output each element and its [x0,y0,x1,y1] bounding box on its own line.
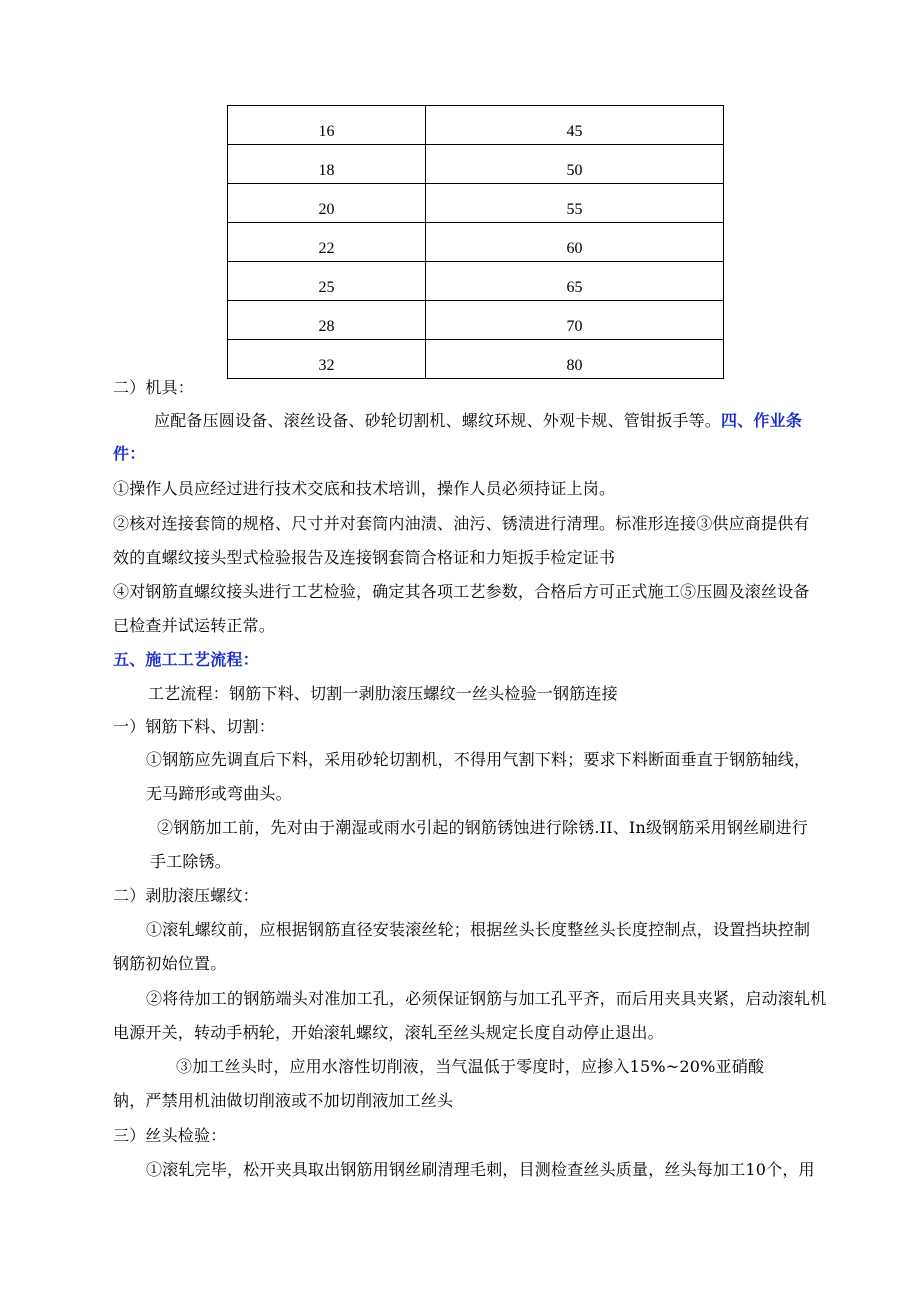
tools-body-line [154,408,802,431]
threading-heading: 二）剥肋滚压螺纹： [113,886,259,905]
process-heading: 五、施工工艺流程： [113,650,259,669]
diameter-cell: 22 [228,223,426,262]
threading-item-1-line2: 钢筋初始位置。 [113,954,227,973]
diameter-cell: 25 [228,262,426,301]
length-cell: 55 [426,184,724,223]
table-row [228,262,724,301]
process-flow: 工艺流程：钢筋下料、切割一剥肋滚压螺纹一丝头检验一钢筋连接 [148,684,618,703]
diameter-length-table [227,105,724,379]
cutting-item-1-line2: 无马蹄形或弯曲头。 [146,784,292,803]
diameter-cell: 16 [228,106,426,145]
length-cell: 45 [426,106,724,145]
conditions-heading-part1: 四、作业条 [721,411,803,430]
threading-item-3-line2: 钠，严禁用机油做切削液或不加切削液加工丝头 [113,1091,454,1110]
condition-item-2-line1: ②核对连接套筒的规格、尺寸并对套筒内油渍、油污、锈渍进行清理。标准形连接③供应商提供有 [113,514,810,533]
table-row [228,106,724,145]
tools-heading: 二）机具： [113,378,195,397]
condition-item-2-line2: 效的直螺纹接头型式检验报告及连接钢套筒合格证和力矩扳手检定证书 [113,548,616,567]
condition-item-1: ①操作人员应经过进行技术交底和技术培训，操作人员必须持证上岗。 [113,479,616,498]
table-row [228,184,724,223]
length-cell: 50 [426,145,724,184]
condition-item-4-line2: 已检查并试运转正常。 [113,616,276,635]
table-row [228,223,724,262]
inspection-heading: 三）丝头检验： [113,1126,227,1145]
diameter-cell: 18 [228,145,426,184]
table-row [228,340,724,379]
threading-item-3-line1: ③加工丝头时，应用水溶性切削液，当气温低于零度时，应掺入15%~20%亚硝酸 [176,1057,765,1076]
threading-item-1-line1: ①滚轧螺纹前，应根据钢筋直径安装滚丝轮；根据丝头长度整丝头长度控制点，设置挡块控制 [146,920,811,939]
diameter-cell: 28 [228,301,426,340]
threading-item-2-line1: ②将待加工的钢筋端头对准加工孔，必须保证钢筋与加工孔平齐，而后用夹具夹紧，启动滚轧机 [146,989,827,1008]
table-row [228,145,724,184]
cutting-item-2-line2: 手工除锈。 [150,852,232,871]
length-cell: 80 [426,340,724,379]
cutting-heading: 一）钢筋下料、切割： [113,717,276,736]
diameter-cell: 32 [228,340,426,379]
diameter-cell: 20 [228,184,426,223]
inspection-item-1-line1: ①滚轧完毕，松开夹具取出钢筋用钢丝刷清理毛刺，目测检查丝头质量，丝头每加工10个，用 [146,1160,815,1179]
length-cell: 60 [426,223,724,262]
tools-body: 应配备压圆设备、滚丝设备、砂轮切割机、螺纹环规、外观卡规、管钳扳手等。 [154,411,722,430]
length-cell: 70 [426,301,724,340]
condition-item-4-line1: ④对钢筋直螺纹接头进行工艺检验，确定其各项工艺参数，合格后方可正式施工⑤压圆及滚丝设备 [113,582,810,601]
table-row [228,301,724,340]
threading-item-2-line2: 电源开关，转动手柄轮，开始滚轧螺纹，滚轧至丝头规定长度自动停止退出。 [113,1023,664,1042]
cutting-item-2-line1: ②钢筋加工前，先对由于潮湿或雨水引起的钢筋锈蚀进行除锈.II、In级钢筋采用钢丝刷进行 [157,818,808,837]
conditions-heading-part2: 件： [113,444,146,463]
cutting-item-1-line1: ①钢筋应先调直后下料，采用砂轮切割机，不得用气割下料；要求下料断面垂直于钢筋轴线， [146,750,811,769]
length-cell: 65 [426,262,724,301]
